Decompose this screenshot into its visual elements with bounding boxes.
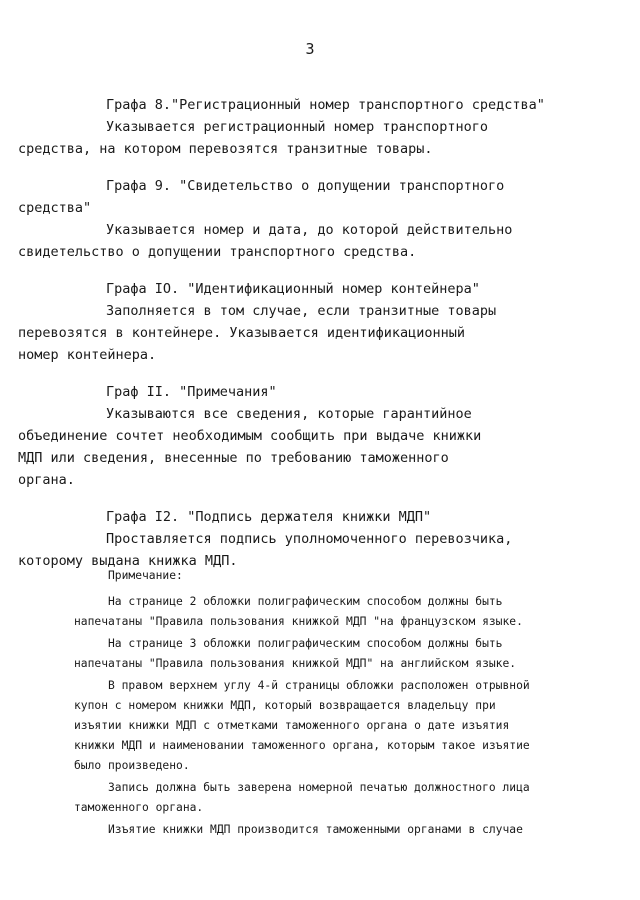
text-line: номер контейнера. [18, 347, 157, 363]
notes-block [74, 566, 570, 842]
note-line: книжки МДП и наименовании таможенного органа, которым такое изъятие [74, 739, 530, 752]
note-paragraph [74, 676, 570, 776]
section-grafa-10 [18, 278, 570, 366]
note-line: Запись должна быть заверена номерной печатью должностного лица [108, 781, 530, 794]
note-line: было произведено. [74, 759, 190, 772]
text-line: Проставляется подпись уполномоченного перевозчика, [106, 531, 513, 547]
section-grafa-11 [18, 381, 570, 491]
section-grafa-9 [18, 175, 570, 263]
section-heading: Графа I2. "Подпись держателя книжки МДП" [106, 509, 432, 525]
text-line: Заполняется в том случае, если транзитные товары [106, 303, 497, 319]
text-line: органа. [18, 472, 75, 488]
note-line: В правом верхнем углу 4-й страницы обложки расположен отрывной [108, 679, 530, 692]
note-line: таможенного органа. [74, 801, 204, 814]
section-heading: Графа IO. "Идентификационный номер контейнера" [106, 281, 480, 297]
note-line: изъятии книжки МДП с отметками таможенного органа о дате изъятия [74, 719, 510, 732]
text-line: Указываются все сведения, которые гарантийное [106, 406, 472, 422]
section-heading: Граф II. "Примечания" [106, 384, 277, 400]
page-number: 3 [305, 40, 315, 58]
note-paragraph [74, 634, 570, 674]
note-line: Изъятие книжки МДП производится таможенными органами в случае [108, 823, 523, 836]
note-paragraph [74, 820, 570, 840]
text-line: объединение сочтет необходимым сообщить при выдаче книжки [18, 428, 482, 444]
text-line: свидетельство о допущении транспортного средства. [18, 244, 417, 260]
section-heading-continued: средства" [18, 200, 92, 216]
main-text [18, 94, 570, 587]
text-line: средства, на котором перевозятся транзитные товары. [18, 141, 433, 157]
text-line: Указывается регистрационный номер транспортного [106, 119, 489, 135]
note-line: На странице 3 обложки полиграфическим способом должны быть [108, 637, 503, 650]
note-line: На странице 2 обложки полиграфическим способом должны быть [108, 595, 503, 608]
note-line: напечатаны "Правила пользования книжкой МДП" на английском языке. [74, 657, 517, 670]
note-paragraph [74, 778, 570, 818]
text-line: перевозятся в контейнере. Указывается идентификационный [18, 325, 466, 341]
text-line: которому выдана книжка МДП. [18, 553, 238, 569]
section-heading: Графа 9. "Свидетельство о допущении транспортного [106, 178, 505, 194]
note-paragraph [74, 592, 570, 632]
note-line: напечатаны "Правила пользования книжкой МДП "на французском языке. [74, 615, 523, 628]
text-line: МДП или сведения, внесенные по требованию таможенного [18, 450, 449, 466]
section-grafa-8 [18, 94, 570, 160]
section-grafa-12 [18, 506, 570, 572]
notes-title: Примечание: [108, 569, 183, 582]
section-heading: Графа 8."Регистрационный номер транспортного средства" [106, 97, 545, 113]
text-line: Указывается номер и дата, до которой действительно [106, 222, 513, 238]
note-line: купон с номером книжки МДП, который возвращается владельцу при [74, 699, 496, 712]
